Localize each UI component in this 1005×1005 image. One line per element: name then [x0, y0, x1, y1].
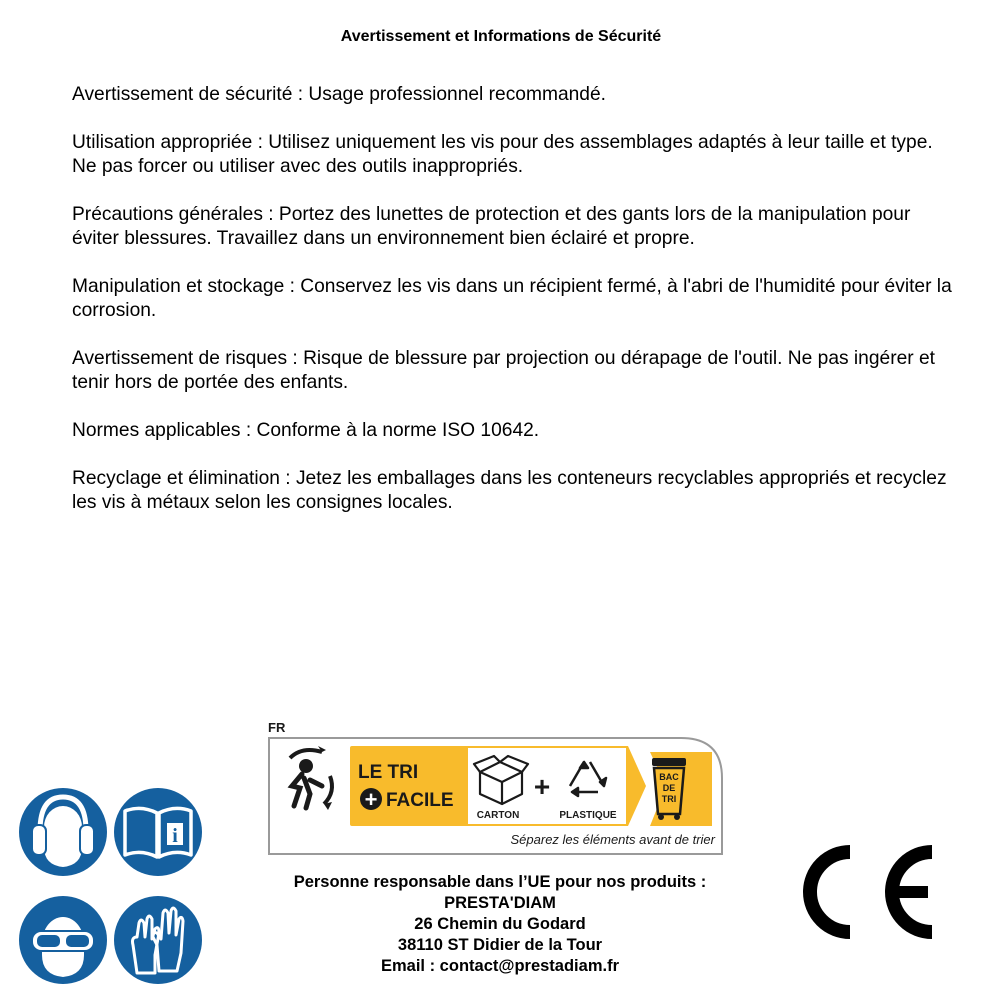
paragraph-professional-use: Avertissement de sécurité : Usage professionnel recommandé. — [72, 84, 606, 105]
document-title: Avertissement et Informations de Sécurité — [340, 28, 662, 45]
ear-protection-icon — [16, 785, 110, 879]
country-code: FR — [268, 720, 286, 735]
paragraph-recycling: Recyclage et élimination : Jetez les emballages dans les conteneurs recyclables appropriés et recyclez les vis à métaux selon les consignes locales. — [72, 468, 947, 513]
gloves-icon — [111, 893, 205, 987]
triman-sort-label — [266, 716, 726, 859]
manual-info-icon — [111, 785, 205, 879]
carton-label: CARTON — [476, 810, 520, 821]
paragraph-risk-warning: Avertissement de risques : Risque de blessure par projection ou dérapage de l'outil. Ne pas ingérer et tenir hors de portée des enfants. — [72, 348, 935, 393]
safety-paragraphs — [72, 83, 962, 539]
sorting-bin-icon — [652, 758, 686, 820]
bin-text-de: DE — [662, 783, 676, 793]
le-tri-text: LE TRI — [358, 762, 419, 783]
svg-text:i: i — [172, 825, 178, 847]
plus-separator: + — [533, 771, 551, 802]
sort-instruction: Séparez les éléments avant de trier — [510, 832, 715, 847]
paragraph-general-precautions: Précautions générales : Portez des lunettes de protection et des gants lors de la manipulation pour éviter blessures. Travaillez dans un environnement bien éclairé et propre. — [72, 204, 911, 249]
street-address: 26 Chemin du Godard — [414, 915, 586, 933]
paragraph-handling-storage: Manipulation et stockage : Conservez les vis dans un récipient fermé, à l'abri de l'humidité pour éviter la corrosion. — [72, 276, 952, 321]
responsible-heading: Personne responsable dans l’UE pour nos produits : — [293, 873, 707, 891]
bin-text-bac: BAC — [659, 772, 679, 782]
bin-text-tri: TRI — [661, 794, 677, 804]
ce-mark-icon — [796, 842, 938, 942]
plastique-label: PLASTIQUE — [559, 810, 617, 821]
paragraph-appropriate-use: Utilisation appropriée : Utilisez uniquement les vis pour des assemblages adaptés à leur taille et type. Ne pas forcer ou utiliser avec des outils inappropriés. — [72, 132, 933, 177]
facile-text: FACILE — [386, 790, 454, 811]
goggles-icon — [16, 893, 110, 987]
contact-email: Email : contact@prestadiam.fr — [381, 957, 619, 975]
company-name: PRESTA'DIAM — [444, 894, 556, 912]
eu-responsible-person — [250, 872, 750, 977]
paragraph-standards: Normes applicables : Conforme à la norme ISO 10642. — [72, 420, 540, 441]
city-address: 38110 ST Didier de la Tour — [397, 936, 603, 954]
plus-sign: + — [364, 787, 378, 812]
